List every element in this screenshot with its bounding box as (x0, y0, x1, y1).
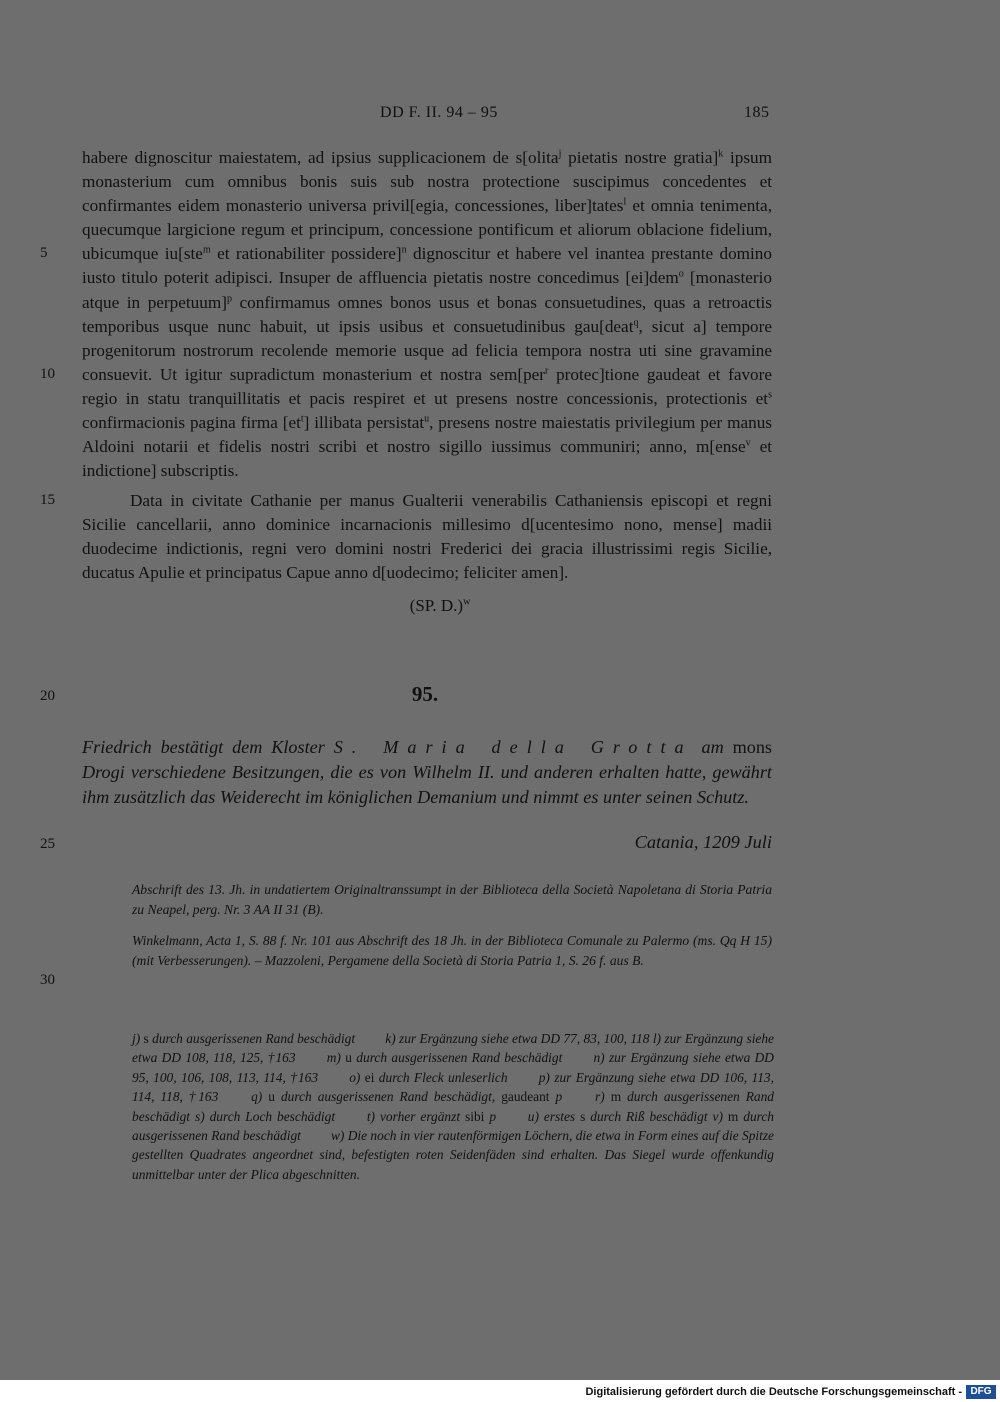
note-ref: t (300, 413, 304, 425)
critical-apparatus (132, 1029, 774, 1184)
note-entry: q) u durch ausgerissenen Rand beschädigt, gaudeant p (251, 1089, 563, 1105)
note-entry: k) zur Ergänzung siehe etwa DD 77, 83, 100, 118 (385, 1031, 650, 1046)
note-entry: n) zur Ergänzung siehe etwa DD 95, 100, 106, 108, 113, 114, †163 (132, 1050, 774, 1085)
line-number: 15 (40, 492, 55, 508)
line-number: 5 (40, 245, 48, 261)
note-entry: m) u durch ausgerissenen Rand beschädigt (326, 1050, 563, 1066)
note-entry: p) zur Ergänzung siehe etwa DD 106, 113, 114, 118, †163 (132, 1069, 774, 1105)
note-ref: w (463, 596, 471, 608)
note-entry: s) durch Loch beschädigt (194, 1108, 336, 1124)
line-number: 20 (40, 688, 55, 704)
document-number: 95. (411, 682, 439, 706)
funding-text: Digitalisierung gefördert durch die Deutsche Forschungsgemeinschaft - (585, 1386, 962, 1398)
note-entry: r) m durch ausgerissenen Rand beschädigt (132, 1089, 774, 1124)
charter-text: habere dignoscitur maiestatem, ad ipsius supplicacionem de s[olita$^j$ pietatis nostre gratia]$^k$ ipsum monasterium cum omnibus bonis suis sub nostra protectione suscipimus concedentes et confirmantes eidem monasterio universa privil[egia, concessiones, liber]tates$^l$ et omnia tenimenta, quecumque largicione regum et principum, concessione pontificum et aliorum oblacione fidelium, ubicumque iu[ste$^m$ et rationabiliter possidere]$^n$ dignoscitur et habere vel inantea prestante domino iusto titulo poterit adipisci. Insuper de affluencia pietatis nostre concedimus [ei]dem$^o$ [monasterio atque in perpetuum]$^p$ confirmamus omnes bonos usus et bonas consuetudines, quas a retroactis temporibus usque nunc habuit, ut ipsis usibus et consuetudinibus gau[deat$^q$, sicut a] tempore progenitorum nostrorum recolende memorie usque ad felicia tempora nostra uti sine gravamine consuevit. Ut igitur supradictum monasterium et nostra sem[per$^r$ protec]tione gaudeat et favore regio in statu tranquillitatis et pacis respiret et ut presens nostre concessionis, protectionis $et^s$ confirmacionis pagina firma $[et^t]$ illibata persistat$^u$, presens nostre maiestatis privilegium per manus Aldoini notarii et fidelis nostri scribi et nostro sigillo iussimus communiri; anno, m[ense$^v$ et indictione] subscriptis. (82, 148, 772, 481)
signum-placeholder: (SP. D.)$^w$ (409, 596, 471, 615)
source-entry: Abschrift des 13. Jh. in undatiertem Originaltranssumpt in der Biblioteca della Società Napoletana di Storia Patria zu Neapel, perg. Nr. 3 AA II 31 (B). (132, 882, 772, 918)
dating-clause: Data in civitate Cathanie per manus Gualterii venerabilis Cathaniensis episcopi et regni Sicilie cancellarii, anno dominice incarnacionis millesimo d[ucentesimo nono, mense] madii duodecime indictionis, regni vero domini nostri Frederici dei gracia illustrissimi regis Sicilie, ducatus Apulie et principatus Capue anno d[uodecimo; feliciter amen]. (82, 491, 772, 583)
note-ref: m (202, 244, 211, 256)
note-ref: v (745, 437, 751, 449)
note-entry: j) s durch ausgerissenen Rand beschädigt (132, 1031, 356, 1046)
note-ref: k (718, 148, 724, 160)
note-entry: o) ei durch Fleck unleserlich (349, 1069, 508, 1085)
line-number: 25 (40, 836, 55, 852)
note-entry: v) m durch ausgerissenen Rand beschädigt (132, 1108, 774, 1144)
line-number: 30 (40, 972, 55, 988)
note-ref: l (623, 196, 627, 208)
line-number: 10 (40, 366, 55, 382)
note-ref: p (226, 292, 232, 304)
regest: Friedrich bestätigt dem Kloster S. Maria della Grotta am mons Drogi verschiedene Besitzungen, die es von Wilhelm II. und anderen erhalten hatte, gewährt ihm zusätzlich das Weiderecht im königlichen Demanium und nimmt es unter seinen Schutz. (82, 737, 773, 807)
running-title: DD F. II. 94 – 95 (380, 104, 498, 121)
note-entry: w) Die noch in vier rautenförmigen Löchern, die etwa in Form eines auf die Spitze gestellten Quadrates angeordnet sind, befestigten roten Seidenfäden sind erhalten. Das Siegel wurde offenkundig unmittelbar unter der Plica abgeschnitten. (132, 1128, 774, 1182)
note-ref: s (768, 389, 772, 401)
note-ref: j (558, 148, 562, 160)
note-ref: n (401, 244, 407, 256)
note-ref: o (678, 268, 684, 280)
page-number: 185 (744, 104, 770, 121)
note-entry: t) vorher ergänzt sibi p (366, 1108, 497, 1124)
monastery-name: S. Maria della Grotta (333, 737, 693, 757)
note-ref: r (545, 365, 549, 377)
dateline: Catania, 1209 Juli (634, 832, 772, 852)
note-entry: l) zur Ergänzung siehe etwa DD 108, 118, 125, †163 (132, 1031, 774, 1066)
note-ref: q (633, 316, 639, 328)
dfg-logo: DFG (966, 1385, 996, 1399)
funding-footer (0, 1384, 1000, 1402)
note-ref: u (424, 413, 430, 425)
source-entry: Winkelmann, Acta 1, S. 88 f. Nr. 101 aus Abschrift des 18 Jh. in der Biblioteca Comunale zu Palermo (ms. Qq H 15) (mit Verbesserungen). – Mazzoleni, Pergamene della Società di Storia Patria 1, S. 26 f. aus B. (132, 933, 772, 969)
note-entry: u) erstes s durch Riß beschädigt (527, 1108, 708, 1124)
